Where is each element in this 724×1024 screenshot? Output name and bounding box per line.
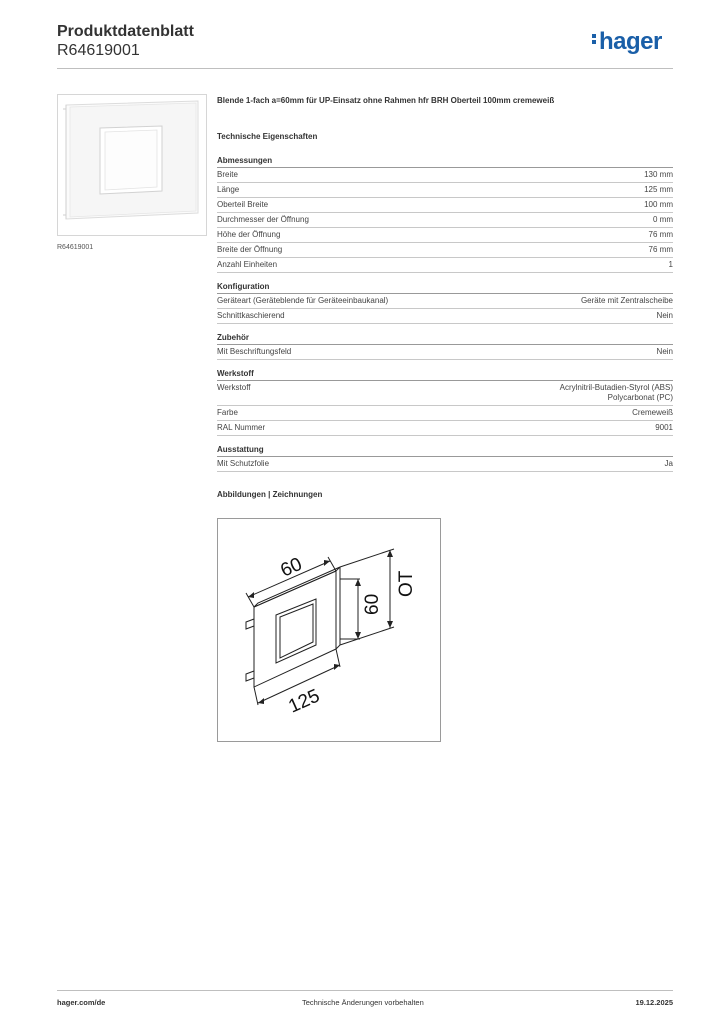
row-value: Geräte mit Zentralscheibe bbox=[580, 296, 673, 305]
table-row bbox=[217, 457, 673, 472]
table-row bbox=[217, 309, 673, 324]
row-value-line: Polycarbonat (PC) bbox=[607, 393, 673, 402]
group-material bbox=[217, 369, 673, 436]
row-label: Höhe der Öffnung bbox=[217, 230, 281, 239]
row-label: Breite bbox=[217, 170, 238, 179]
cover-plate-illustration bbox=[58, 95, 206, 235]
product-details bbox=[217, 96, 673, 499]
technical-drawing bbox=[217, 518, 441, 742]
table-row bbox=[217, 381, 673, 406]
table-row bbox=[217, 213, 673, 228]
group-title: Abmessungen bbox=[217, 156, 673, 168]
group-title: Zubehör bbox=[217, 333, 673, 345]
row-value: 1 bbox=[668, 260, 673, 269]
table-row bbox=[217, 258, 673, 273]
footer-divider bbox=[57, 990, 673, 991]
header-divider bbox=[57, 68, 673, 69]
dim-bottom-label: 125 bbox=[285, 685, 323, 718]
row-label: Mit Beschriftungsfeld bbox=[217, 347, 292, 356]
row-label: Schnittkaschierend bbox=[217, 311, 285, 320]
row-label: Geräteart (Geräteblende für Geräteeinbaukanal) bbox=[217, 296, 389, 305]
drawings-title: Abbildungen | Zeichnungen bbox=[217, 490, 323, 499]
table-row bbox=[217, 421, 673, 436]
row-label: Farbe bbox=[217, 408, 238, 417]
footer-note: Technische Änderungen vorbehalten bbox=[302, 998, 424, 1007]
footer-website: hager.com/de bbox=[57, 998, 106, 1007]
table-row bbox=[217, 228, 673, 243]
table-row bbox=[217, 168, 673, 183]
row-label: Oberteil Breite bbox=[217, 200, 269, 209]
row-value: 76 mm bbox=[648, 230, 673, 239]
dim-top-label: 60 bbox=[277, 553, 306, 582]
document-number: R64619001 bbox=[57, 42, 140, 59]
row-label: Werkstoff bbox=[217, 383, 251, 392]
hager-logo bbox=[592, 28, 662, 56]
group-title: Werkstoff bbox=[217, 369, 673, 381]
dim-side-label: 60 bbox=[362, 593, 383, 615]
logo-text: hager bbox=[599, 28, 662, 55]
row-value: 100 mm bbox=[644, 200, 673, 209]
header bbox=[57, 22, 194, 60]
table-row bbox=[217, 198, 673, 213]
row-value: 125 mm bbox=[644, 185, 673, 194]
group-title: Konfiguration bbox=[217, 282, 673, 294]
footer-date: 19.12.2025 bbox=[635, 998, 673, 1007]
row-label: RAL Nummer bbox=[217, 423, 266, 432]
technical-properties-title: Technische Eigenschaften bbox=[217, 132, 318, 141]
row-value: 9001 bbox=[655, 423, 673, 432]
product-description: Blende 1-fach a=60mm für UP-Einsatz ohne Rahmen hfr BRH Oberteil 100mm cremeweiß bbox=[217, 96, 555, 105]
group-dimensions bbox=[217, 156, 673, 273]
row-label: Länge bbox=[217, 185, 240, 194]
dim-ot-label: OT bbox=[396, 570, 417, 597]
group-configuration bbox=[217, 282, 673, 324]
row-value: 130 mm bbox=[644, 170, 673, 179]
group-title: Ausstattung bbox=[217, 445, 673, 457]
row-value-line: Acrylnitril-Butadien-Styrol (ABS) bbox=[559, 383, 673, 392]
product-image bbox=[57, 94, 207, 236]
group-accessories bbox=[217, 333, 673, 360]
row-label: Breite der Öffnung bbox=[217, 245, 283, 254]
row-value: Ja bbox=[664, 459, 673, 468]
table-row bbox=[217, 183, 673, 198]
row-label: Mit Schutzfolie bbox=[217, 459, 270, 468]
document-title: Produktdatenblatt bbox=[57, 23, 194, 40]
table-row bbox=[217, 345, 673, 360]
row-value: 76 mm bbox=[648, 245, 673, 254]
dimension-drawing bbox=[218, 519, 440, 741]
row-label: Durchmesser der Öffnung bbox=[217, 215, 309, 224]
row-value: Nein bbox=[656, 311, 673, 320]
group-equipment bbox=[217, 445, 673, 472]
row-label: Anzahl Einheiten bbox=[217, 260, 278, 269]
logo-dots-icon bbox=[592, 32, 597, 46]
row-value: Cremeweiß bbox=[632, 408, 673, 417]
row-value bbox=[560, 383, 673, 403]
table-row bbox=[217, 243, 673, 258]
image-caption: R64619001 bbox=[57, 244, 94, 251]
table-row bbox=[217, 406, 673, 421]
row-value: 0 mm bbox=[653, 215, 673, 224]
table-row bbox=[217, 294, 673, 309]
row-value: Nein bbox=[656, 347, 673, 356]
